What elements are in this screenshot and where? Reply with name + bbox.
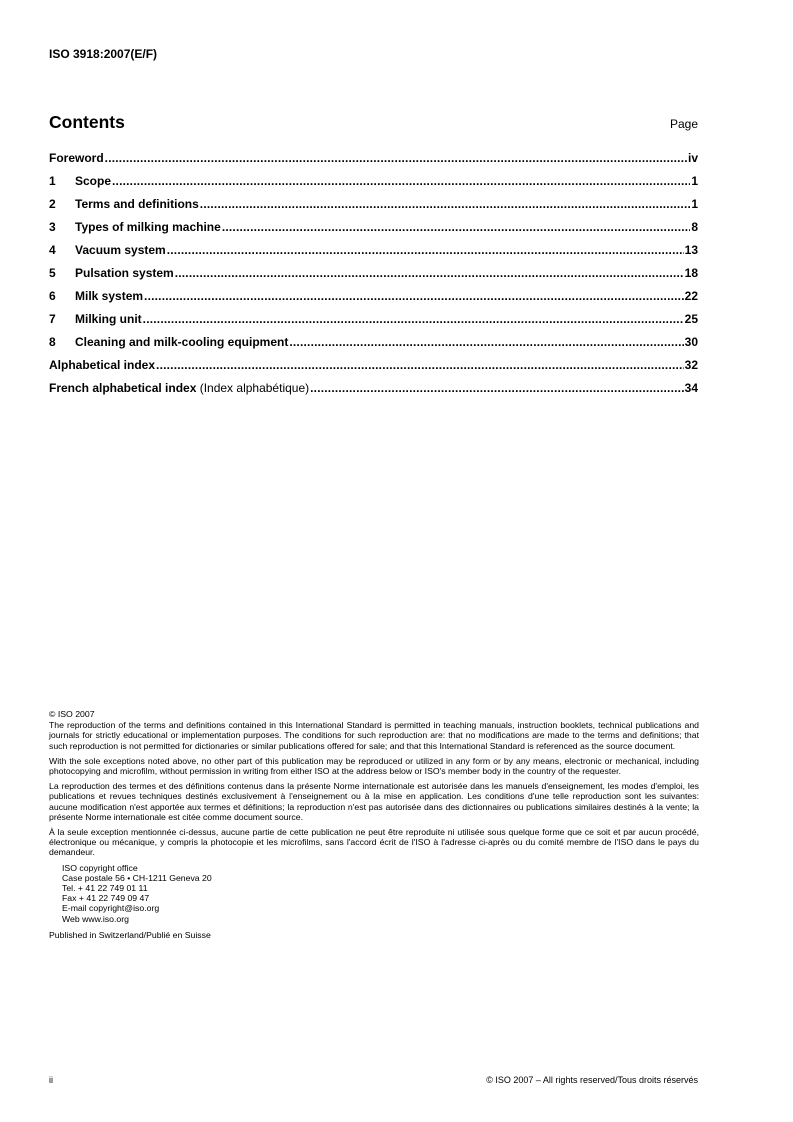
- toc-entry-number: 4: [49, 243, 56, 257]
- footer-page-number: ii: [49, 1075, 53, 1085]
- toc-entry-number: 6: [49, 289, 56, 303]
- toc-entry-title: Foreword: [49, 151, 104, 165]
- toc-entry-scope[interactable]: [49, 173, 698, 196]
- copyright-office-address: [62, 863, 699, 924]
- dot-leader: [200, 196, 691, 213]
- toc-entry-foreword[interactable]: [49, 150, 698, 173]
- copyright-paragraph-en-1: The reproduction of the terms and definitions contained in this International Standard is permitted in teaching manuals, instruction booklets, technical publications and journals for strictly educational or implementation purposes. The conditions for such reproduction are: that no modifications are made to the terms and definitions; that such reproduction is not permitted for dictionaries or similar publications offered for sale; and that this International Standard is referenced as the source document.: [49, 720, 699, 751]
- table-of-contents: [49, 150, 698, 403]
- dot-leader: [222, 219, 691, 236]
- page-column-label: Page: [669, 117, 698, 131]
- toc-entry-page: 34: [684, 381, 698, 395]
- document-header: ISO 3918:2007(E/F): [49, 47, 158, 61]
- footer-rights: © ISO 2007 – All rights reserved/Tous droits réservés: [486, 1075, 698, 1085]
- toc-entry-title: Types of milking machine: [75, 220, 221, 234]
- dot-leader: [289, 334, 683, 351]
- toc-entry-pulsation-system[interactable]: [49, 265, 698, 288]
- dot-leader: [143, 311, 684, 328]
- toc-entry-title: Terms and definitions: [75, 197, 199, 211]
- published-in: Published in Switzerland/Publié en Suisse: [49, 929, 211, 940]
- address-line: ISO copyright office: [62, 862, 138, 873]
- toc-entry-page: 22: [684, 289, 698, 303]
- toc-entry-title: Pulsation system: [75, 266, 174, 280]
- toc-entry-vacuum-system[interactable]: [49, 242, 698, 265]
- toc-entry-number: 1: [49, 174, 56, 188]
- toc-entry-terms-and-definitions[interactable]: [49, 196, 698, 219]
- toc-entry-title: Milk system: [75, 289, 144, 303]
- toc-entry-title: Alphabetical index: [49, 358, 156, 372]
- toc-entry-page: 18: [684, 266, 698, 280]
- copyright-paragraph-en-2: With the sole exceptions noted above, no other part of this publication may be reproduced or utilized in any form or by any means, electronic or mechanical, including photocopying and microfilm, without permission in writing from either ISO at the address below or ISO's member body in the country of the requester.: [49, 755, 699, 777]
- toc-entry-page: 13: [684, 243, 698, 257]
- copyright-paragraph-fr-2: À la seule exception mentionnée ci-dessus, aucune partie de cette publication ne peut être reproduite ni utilisée sous quelque forme que ce soit et par aucun procédé, électronique ou mécanique, y compris la photocopie et les microfilms, sans l'accord écrit de l'ISO à l'adresse ci-après ou du comité membre de l'ISO dans le pays du demandeur.: [49, 827, 699, 858]
- toc-entry-number: 7: [49, 312, 56, 326]
- address-line: Case postale 56 • CH-1211 Geneva 20: [62, 872, 212, 883]
- toc-entry-milk-system[interactable]: [49, 288, 698, 311]
- dot-leader: [105, 150, 687, 167]
- toc-entry-page: 1: [691, 197, 698, 211]
- dot-leader: [167, 242, 684, 259]
- toc-entry-number: 5: [49, 266, 56, 280]
- toc-entry-alphabetical-index[interactable]: [49, 357, 698, 380]
- address-line: Tel. + 41 22 749 01 11: [62, 883, 148, 894]
- copyright-notice: [49, 709, 699, 945]
- toc-entry-cleaning-and-milk-cooling[interactable]: [49, 334, 698, 357]
- address-email[interactable]: E-mail copyright@iso.org: [62, 903, 160, 914]
- dot-leader: [112, 173, 690, 190]
- toc-entry-number: 3: [49, 220, 56, 234]
- toc-entry-title: Milking unit: [75, 312, 142, 326]
- toc-entry-number: 8: [49, 335, 56, 349]
- toc-entry-number: 2: [49, 197, 56, 211]
- address-line: Fax + 41 22 749 09 47: [62, 893, 150, 904]
- toc-entry-page: 30: [684, 335, 698, 349]
- dot-leader: [156, 357, 684, 374]
- copyright-symbol-line: © ISO 2007: [49, 709, 95, 719]
- dot-leader: [310, 380, 684, 397]
- address-web[interactable]: Web www.iso.org: [62, 913, 129, 924]
- toc-entry-title: Scope: [75, 174, 112, 188]
- toc-entry-page: 32: [684, 358, 698, 372]
- toc-entry-milking-unit[interactable]: [49, 311, 698, 334]
- toc-entry-page: iv: [687, 151, 698, 165]
- toc-entry-page: 8: [691, 220, 698, 234]
- toc-entry-title: Cleaning and milk-cooling equipment: [75, 335, 289, 349]
- contents-title: Contents: [49, 112, 125, 132]
- toc-entry-page: 25: [684, 312, 698, 326]
- toc-entry-types-of-milking-machine[interactable]: [49, 219, 698, 242]
- copyright-paragraph-fr-1: La reproduction des termes et des définitions contenus dans la présente Norme internationale est autorisée dans les manuels d'enseignement, les modes d'emploi, les publications et revues techniques destinés exclusivement à l'enseignement ou à la mise en application. Les conditions d'une telle reproduction sont les suivantes: aucune modification n'est apportée aux termes et définitions; la reproduction n'est pas autorisée dans des dictionnaires ou publications similaires destinés à la vente; la présente Norme internationale est citée comme document source.: [49, 781, 699, 822]
- toc-entry-title: Vacuum system: [75, 243, 166, 257]
- dot-leader: [144, 288, 684, 305]
- toc-entry-french-alphabetical-index[interactable]: [49, 380, 698, 403]
- dot-leader: [175, 265, 684, 282]
- toc-entry-title: French alphabetical index (Index alphabétique): [49, 381, 310, 395]
- toc-entry-page: 1: [691, 174, 698, 188]
